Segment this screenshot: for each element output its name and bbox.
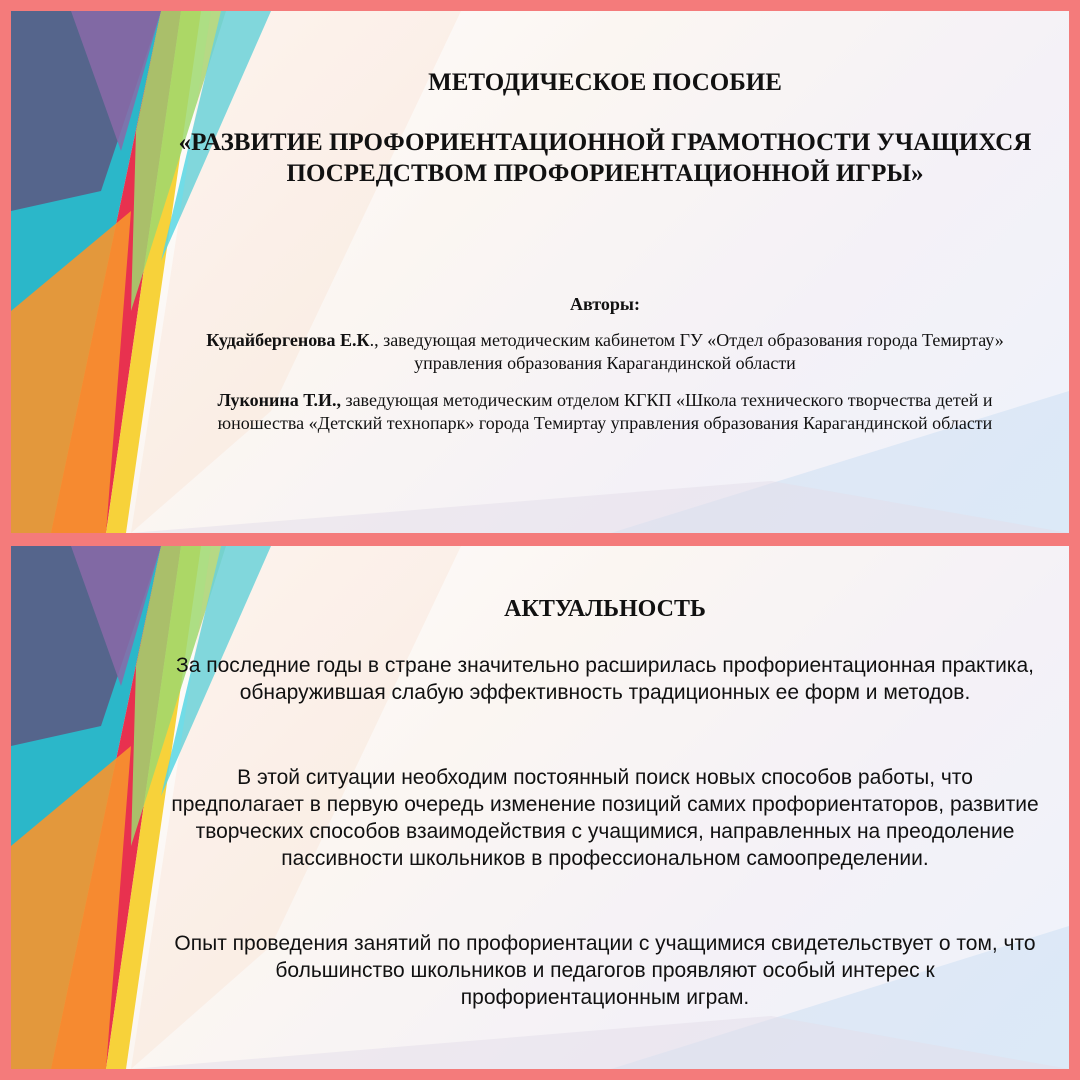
author-entry: [161, 389, 1049, 435]
paragraph: Опыт проведения занятий по профориентации с учащимися свидетельствует о том, что большинство школьников и педагогов проявляют особый интерес к профориентационным играм.: [174, 932, 1036, 1009]
slide-title: [11, 11, 1069, 533]
author-description: ., заведующая методическим кабинетом ГУ «Отдел образования города Темиртау» управления образования Карагандинской области: [369, 330, 1004, 373]
author-description: заведующая методическим отделом КГКП «Школа технического творчества детей и юношества «Детский технопарк» города Темиртау управления образования Карагандинской области: [217, 390, 993, 433]
authors-label: Авторы:: [570, 294, 640, 314]
section-heading: АКТУАЛЬНОСТЬ: [504, 596, 706, 622]
paragraph: В этой ситуации необходим постоянный поиск новых способов работы, что предполагает в первую очередь изменение позиций самих профориентаторов, развитие творческих способов взаимодействия с учащимися, направленных на преодоление пассивности школьников в профессиональном самоопределении.: [171, 766, 1039, 870]
paragraph: За последние годы в стране значительно расширилась профориентационная практика, обнаружившая слабую эффективность традиционных ее форм и методов.: [176, 654, 1034, 704]
author-name: Луконина Т.И.,: [217, 390, 341, 410]
slide-relevance: [11, 546, 1069, 1069]
author-entry: [161, 329, 1049, 375]
author-name: Кудайбергенова Е.К: [206, 330, 370, 350]
document-title: «РАЗВИТИЕ ПРОФОРИЕНТАЦИОННОЙ ГРАМОТНОСТИ УЧАЩИХСЯ ПОСРЕДСТВОМ ПРОФОРИЕНТАЦИОННОЙ ИГРЫ»: [178, 129, 1032, 187]
document-type-heading: МЕТОДИЧЕСКОЕ ПОСОБИЕ: [428, 69, 782, 96]
